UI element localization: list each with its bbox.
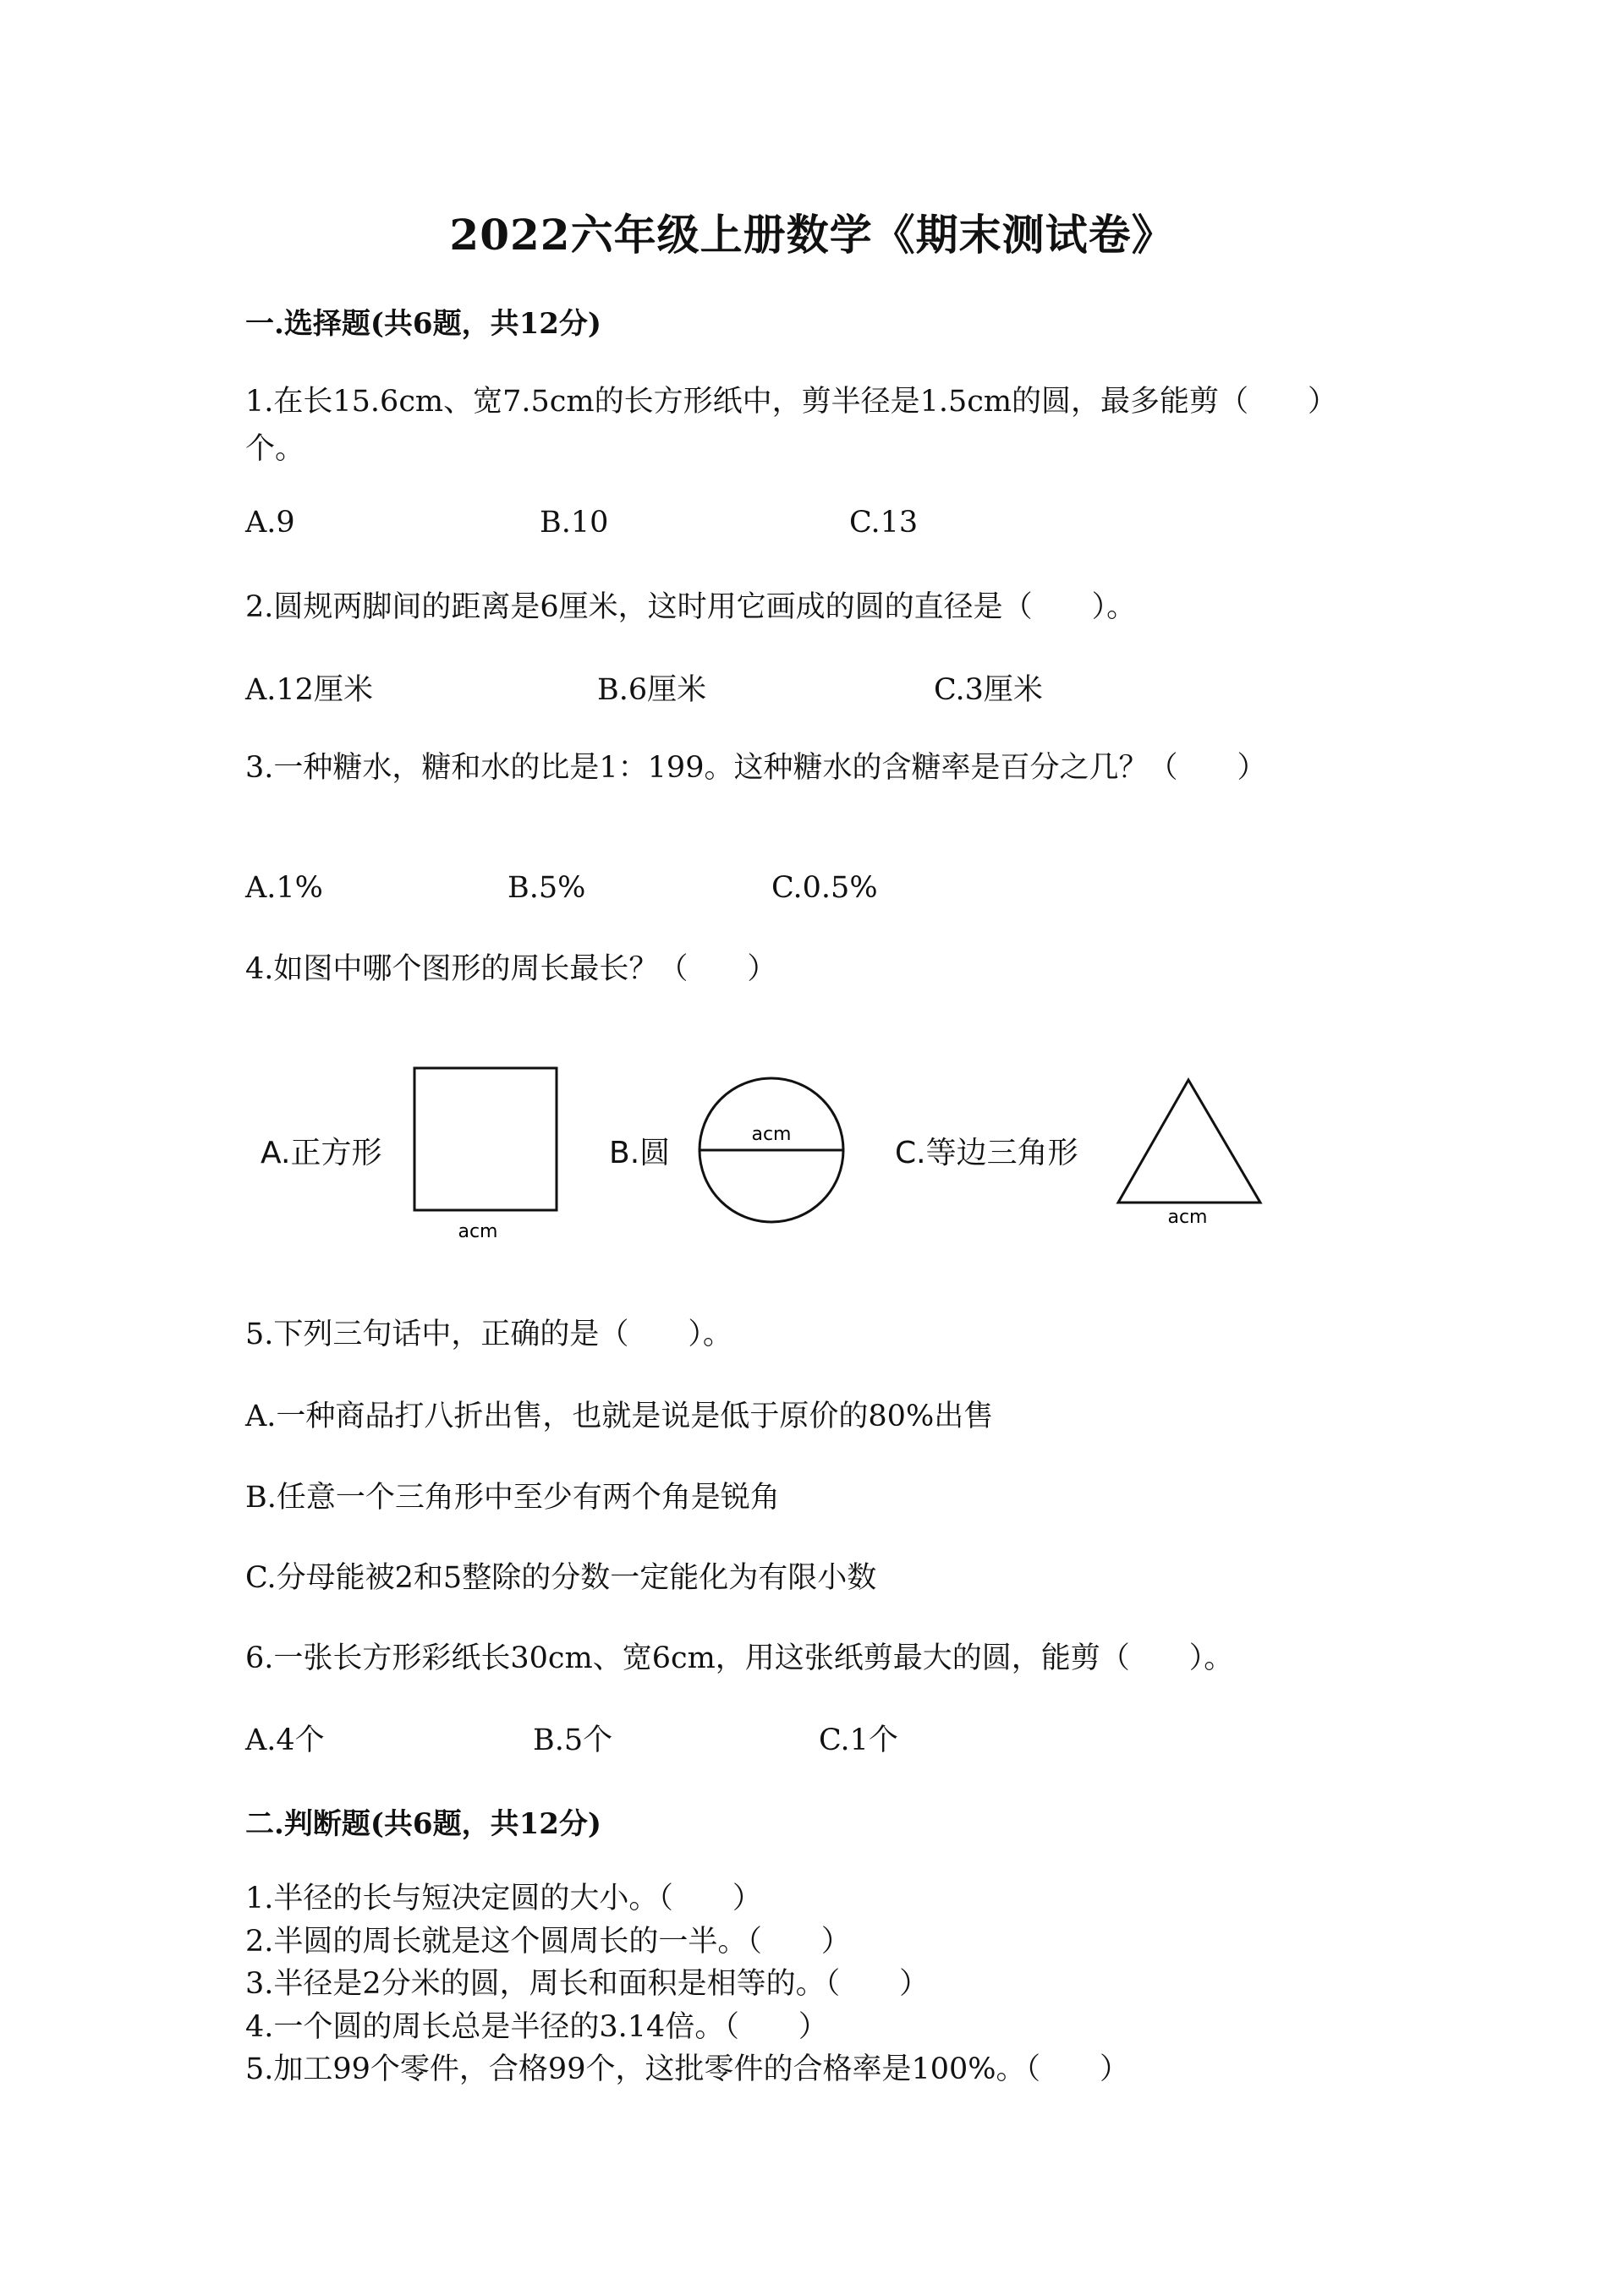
q6-option-a: A.4个 — [245, 1723, 325, 1757]
judge-item: 4.一个圆的周长总是半径的3.14倍。（ ） — [245, 2010, 828, 2044]
q3-option-c: C.0.5% — [771, 871, 878, 905]
q5-option-a: A.一种商品打八折出售，也就是说是低于原价的80%出售 — [245, 1400, 994, 1433]
figure-label-triangle: C.等边三角形 — [895, 1136, 1078, 1170]
question-1: 1.在长15.6cm、宽7.5cm的长方形纸中，剪半径是1.5cm的圆，最多能剪（ ）个。 — [245, 385, 1338, 466]
square-shape — [414, 1068, 557, 1210]
question-4: 4.如图中哪个图形的周长最长？（ ） — [245, 952, 777, 986]
judge-item: 2.半圆的周长就是这个圆周长的一半。（ ） — [245, 1925, 851, 1959]
triangle-shape — [1118, 1080, 1260, 1203]
page-title: 2022六年级上册数学《期末测试卷》 — [449, 210, 1175, 260]
q6-option-c: C.1个 — [819, 1723, 898, 1757]
q1-option-a: A.9 — [245, 506, 295, 540]
figure-label-square: A.正方形 — [261, 1136, 382, 1170]
question-6: 6.一张长方形彩纸长30cm、宽6cm，用这张纸剪最大的圆，能剪（ ）。 — [245, 1641, 1234, 1675]
judge-item: 1.半径的长与短决定圆的大小。（ ） — [245, 1882, 762, 1915]
figure-label-circle: B.圆 — [609, 1136, 671, 1170]
triangle-unit-label: acm — [1167, 1207, 1208, 1228]
q2-option-c: C.3厘米 — [934, 673, 1043, 707]
judge-item: 5.加工99个零件，合格99个，这批零件的合格率是100%。（ ） — [245, 2052, 1130, 2086]
q5-option-b: B.任意一个三角形中至少有两个角是锐角 — [245, 1481, 780, 1515]
square-unit-label: acm — [458, 1221, 498, 1242]
q3-option-a: A.1% — [245, 871, 323, 905]
q2-option-a: A.12厘米 — [245, 673, 373, 707]
judge-item: 3.半径是2分米的圆，周长和面积是相等的。（ ） — [245, 1967, 930, 2001]
question-3: 3.一种糖水，糖和水的比是1：199。这种糖水的含糖率是百分之几？（ ） — [245, 751, 1267, 785]
q5-option-c: C.分母能被2和5整除的分数一定能化为有限小数 — [245, 1561, 877, 1595]
q1-option-b: B.10 — [540, 506, 609, 540]
section-heading-choice: 一.选择题(共6题，共12分) — [245, 307, 601, 341]
q6-option-b: B.5个 — [533, 1723, 613, 1757]
question-5: 5.下列三句话中，正确的是（ ）。 — [245, 1318, 732, 1351]
q1-option-c: C.13 — [849, 506, 919, 540]
q2-option-b: B.6厘米 — [597, 673, 707, 707]
section-heading-judge: 二.判断题(共6题，共12分) — [245, 1807, 601, 1841]
question-2: 2.圆规两脚间的距离是6厘米，这时用它画成的圆的直径是（ ）。 — [245, 590, 1137, 624]
circle-unit-label: acm — [751, 1124, 792, 1145]
q3-option-b: B.5% — [508, 871, 586, 905]
